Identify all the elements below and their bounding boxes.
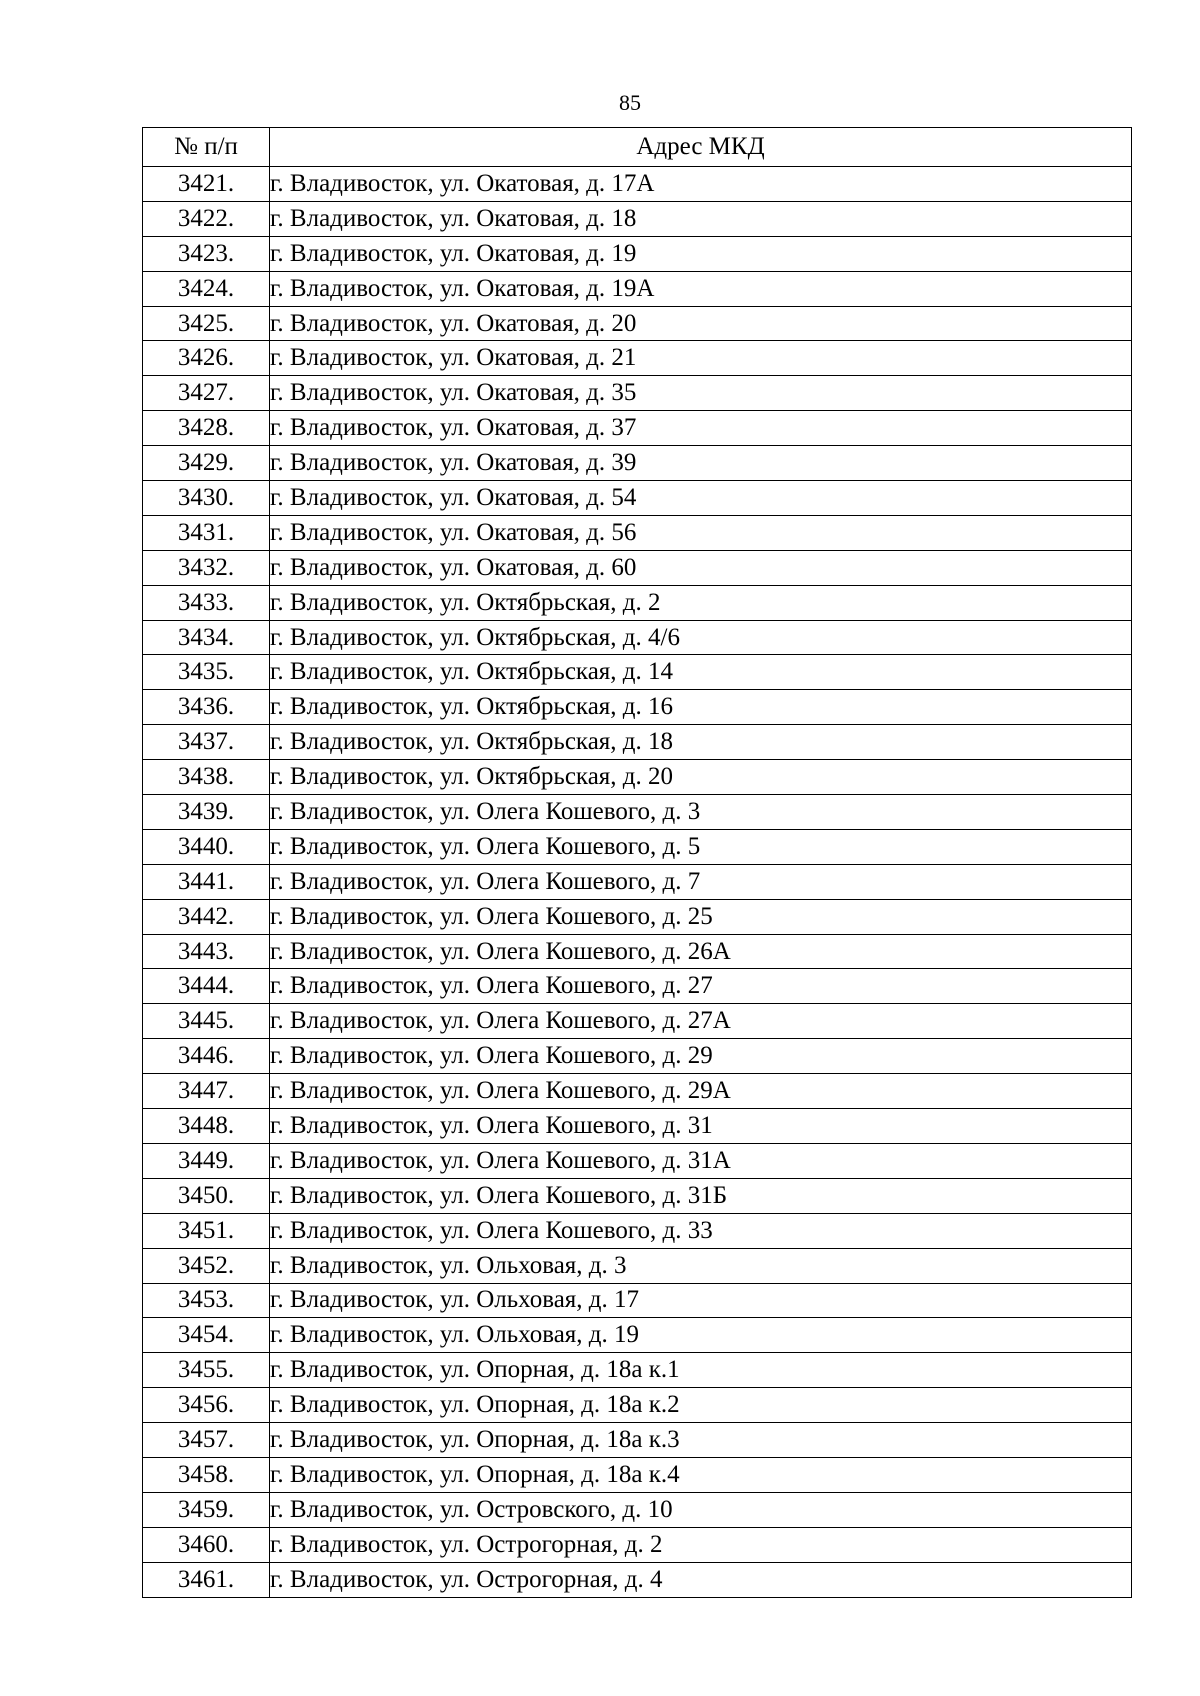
row-address: г. Владивосток, ул. Опорная, д. 18а к.1 — [270, 1353, 1132, 1388]
table-row — [143, 585, 1132, 620]
table-row — [143, 1527, 1132, 1562]
table-row — [143, 1143, 1132, 1178]
row-number: 3434. — [143, 620, 270, 655]
row-number: 3458. — [143, 1457, 270, 1492]
row-number: 3438. — [143, 760, 270, 795]
row-number: 3446. — [143, 1039, 270, 1074]
row-number: 3455. — [143, 1353, 270, 1388]
row-address: г. Владивосток, ул. Острогорная, д. 4 — [270, 1562, 1132, 1597]
row-number: 3443. — [143, 934, 270, 969]
row-address: г. Владивосток, ул. Октябрьская, д. 4/6 — [270, 620, 1132, 655]
row-address: г. Владивосток, ул. Окатовая, д. 18 — [270, 201, 1132, 236]
table-row — [143, 1283, 1132, 1318]
row-number: 3421. — [143, 167, 270, 202]
table-row — [143, 864, 1132, 899]
row-address: г. Владивосток, ул. Октябрьская, д. 18 — [270, 725, 1132, 760]
row-number: 3460. — [143, 1527, 270, 1562]
table-row — [143, 1074, 1132, 1109]
row-address: г. Владивосток, ул. Олега Кошевого, д. 27А — [270, 1004, 1132, 1039]
row-address: г. Владивосток, ул. Олега Кошевого, д. 27 — [270, 969, 1132, 1004]
address-table — [142, 127, 1132, 1598]
table-row — [143, 725, 1132, 760]
table-row — [143, 1423, 1132, 1458]
table-row — [143, 446, 1132, 481]
row-number: 3430. — [143, 481, 270, 516]
row-number: 3456. — [143, 1388, 270, 1423]
table-row — [143, 1388, 1132, 1423]
row-address: г. Владивосток, ул. Островского, д. 10 — [270, 1492, 1132, 1527]
table-row — [143, 1248, 1132, 1283]
table-row — [143, 829, 1132, 864]
table-row — [143, 760, 1132, 795]
table-row — [143, 969, 1132, 1004]
table-row — [143, 1562, 1132, 1597]
row-number: 3436. — [143, 690, 270, 725]
row-address: г. Владивосток, ул. Ольховая, д. 3 — [270, 1248, 1132, 1283]
row-address: г. Владивосток, ул. Олега Кошевого, д. 25 — [270, 899, 1132, 934]
row-address: г. Владивосток, ул. Опорная, д. 18а к.2 — [270, 1388, 1132, 1423]
row-address: г. Владивосток, ул. Олега Кошевого, д. 33 — [270, 1213, 1132, 1248]
row-address: г. Владивосток, ул. Олега Кошевого, д. 7 — [270, 864, 1132, 899]
table-row — [143, 1318, 1132, 1353]
row-number: 3444. — [143, 969, 270, 1004]
table-row — [143, 1109, 1132, 1144]
row-number: 3457. — [143, 1423, 270, 1458]
row-number: 3445. — [143, 1004, 270, 1039]
row-address: г. Владивосток, ул. Олега Кошевого, д. 31Б — [270, 1178, 1132, 1213]
row-address: г. Владивосток, ул. Олега Кошевого, д. 3 — [270, 795, 1132, 830]
table-row — [143, 1004, 1132, 1039]
row-number: 3453. — [143, 1283, 270, 1318]
row-address: г. Владивосток, ул. Олега Кошевого, д. 29 — [270, 1039, 1132, 1074]
row-number: 3450. — [143, 1178, 270, 1213]
row-address: г. Владивосток, ул. Окатовая, д. 39 — [270, 446, 1132, 481]
table-row — [143, 899, 1132, 934]
row-address: г. Владивосток, ул. Окатовая, д. 17А — [270, 167, 1132, 202]
table-row — [143, 1492, 1132, 1527]
row-number: 3440. — [143, 829, 270, 864]
header-number: № п/п — [143, 128, 270, 167]
row-address: г. Владивосток, ул. Окатовая, д. 19А — [270, 271, 1132, 306]
row-address: г. Владивосток, ул. Олега Кошевого, д. 26А — [270, 934, 1132, 969]
table-row — [143, 620, 1132, 655]
table-row — [143, 1178, 1132, 1213]
row-number: 3428. — [143, 411, 270, 446]
row-address: г. Владивосток, ул. Олега Кошевого, д. 31А — [270, 1143, 1132, 1178]
row-number: 3449. — [143, 1143, 270, 1178]
row-address: г. Владивосток, ул. Октябрьская, д. 20 — [270, 760, 1132, 795]
row-number: 3452. — [143, 1248, 270, 1283]
row-address: г. Владивосток, ул. Окатовая, д. 20 — [270, 306, 1132, 341]
row-number: 3461. — [143, 1562, 270, 1597]
row-number: 3459. — [143, 1492, 270, 1527]
table-row — [143, 1213, 1132, 1248]
table-row — [143, 236, 1132, 271]
row-number: 3433. — [143, 585, 270, 620]
row-number: 3454. — [143, 1318, 270, 1353]
table-row — [143, 690, 1132, 725]
row-number: 3424. — [143, 271, 270, 306]
table-row — [143, 481, 1132, 516]
row-address: г. Владивосток, ул. Ольховая, д. 17 — [270, 1283, 1132, 1318]
row-address: г. Владивосток, ул. Окатовая, д. 56 — [270, 515, 1132, 550]
row-address: г. Владивосток, ул. Окатовая, д. 35 — [270, 376, 1132, 411]
row-number: 3426. — [143, 341, 270, 376]
row-address: г. Владивосток, ул. Окатовая, д. 54 — [270, 481, 1132, 516]
row-address: г. Владивосток, ул. Олега Кошевого, д. 5 — [270, 829, 1132, 864]
row-address: г. Владивосток, ул. Олега Кошевого, д. 29А — [270, 1074, 1132, 1109]
table-row — [143, 1457, 1132, 1492]
table-row — [143, 1039, 1132, 1074]
row-address: г. Владивосток, ул. Окатовая, д. 21 — [270, 341, 1132, 376]
table-row — [143, 795, 1132, 830]
row-number: 3437. — [143, 725, 270, 760]
row-address: г. Владивосток, ул. Опорная, д. 18а к.3 — [270, 1423, 1132, 1458]
row-address: г. Владивосток, ул. Опорная, д. 18а к.4 — [270, 1457, 1132, 1492]
row-number: 3435. — [143, 655, 270, 690]
row-number: 3425. — [143, 306, 270, 341]
row-address: г. Владивосток, ул. Ольховая, д. 19 — [270, 1318, 1132, 1353]
table-row — [143, 306, 1132, 341]
table-row — [143, 341, 1132, 376]
row-number: 3442. — [143, 899, 270, 934]
row-number: 3427. — [143, 376, 270, 411]
table-row — [143, 515, 1132, 550]
row-number: 3429. — [143, 446, 270, 481]
row-number: 3432. — [143, 550, 270, 585]
table-row — [143, 934, 1132, 969]
row-address: г. Владивосток, ул. Окатовая, д. 19 — [270, 236, 1132, 271]
row-number: 3451. — [143, 1213, 270, 1248]
row-address: г. Владивосток, ул. Окатовая, д. 60 — [270, 550, 1132, 585]
page-number: 85 — [619, 90, 641, 115]
row-number: 3439. — [143, 795, 270, 830]
table-header-row — [143, 128, 1132, 167]
row-number: 3441. — [143, 864, 270, 899]
table-row — [143, 201, 1132, 236]
row-number: 3423. — [143, 236, 270, 271]
table-row — [143, 376, 1132, 411]
row-address: г. Владивосток, ул. Окатовая, д. 37 — [270, 411, 1132, 446]
header-address: Адрес МКД — [270, 128, 1132, 167]
row-address: г. Владивосток, ул. Олега Кошевого, д. 31 — [270, 1109, 1132, 1144]
row-number: 3431. — [143, 515, 270, 550]
table-body — [143, 167, 1132, 1598]
table-row — [143, 271, 1132, 306]
row-address: г. Владивосток, ул. Октябрьская, д. 16 — [270, 690, 1132, 725]
table-row — [143, 411, 1132, 446]
table-row — [143, 167, 1132, 202]
row-address: г. Владивосток, ул. Октябрьская, д. 2 — [270, 585, 1132, 620]
table-row — [143, 1353, 1132, 1388]
row-number: 3447. — [143, 1074, 270, 1109]
row-address: г. Владивосток, ул. Октябрьская, д. 14 — [270, 655, 1132, 690]
row-address: г. Владивосток, ул. Острогорная, д. 2 — [270, 1527, 1132, 1562]
row-number: 3422. — [143, 201, 270, 236]
table-row — [143, 550, 1132, 585]
row-number: 3448. — [143, 1109, 270, 1144]
table-row — [143, 655, 1132, 690]
